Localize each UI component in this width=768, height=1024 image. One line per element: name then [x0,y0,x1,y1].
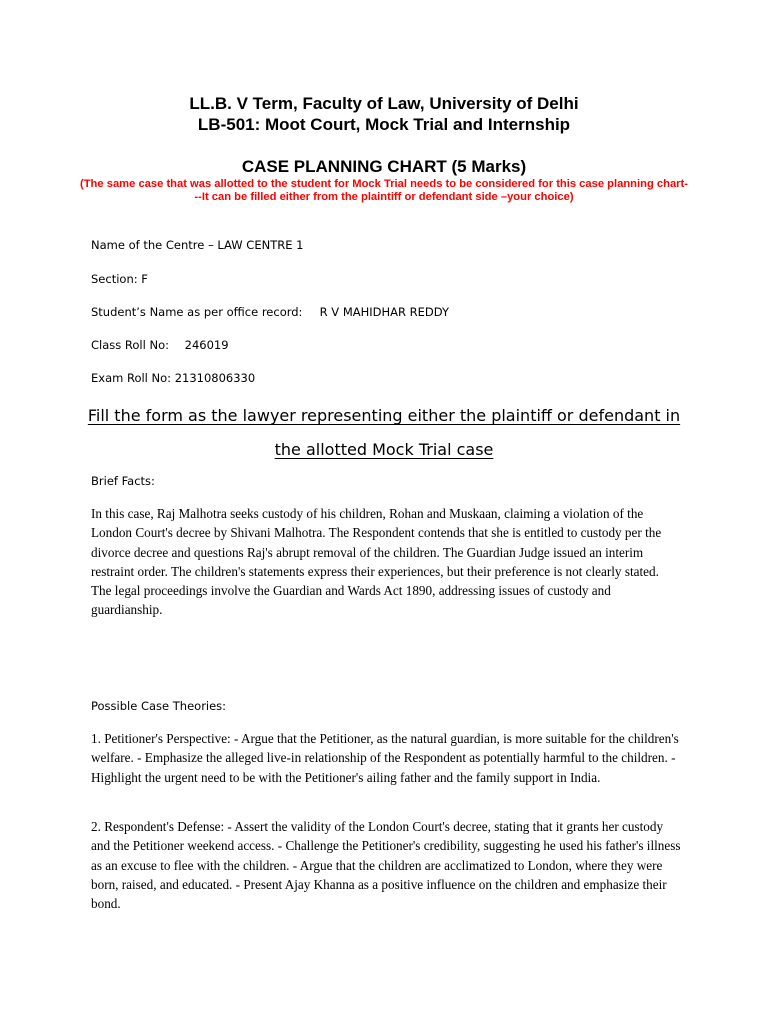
brief-facts-label: Brief Facts: [91,474,155,488]
case-theories-label: Possible Case Theories: [91,699,227,713]
student-name-label: Student’s Name as per office record: [91,305,303,319]
class-roll-value: 246019 [184,338,229,352]
case-theory-item: 2. Respondent's Defense: - Assert the validity of the London Court's decree, stating that it grants her custody and the Petitioner weekend access. - Challenge the Petitioner's credibility, suggesting he used his father's illness as an excuse to flee with the children. - Argue that the children are acclimatized to London, where they were born, raised, and educated. - Present Ajay Khanna as a positive influence on the children and emphasize their bond. [91,819,681,912]
exam-roll-label: Exam Roll No: 21310806330 [91,371,256,385]
section-field [91,272,148,286]
class-roll-label: Class Roll No: [91,338,169,352]
exam-roll-field [91,371,255,385]
centre-field [91,238,303,252]
student-name-value: R V MAHIDHAR REDDY [319,305,450,319]
section-label: Section: F [91,272,148,286]
course-code-heading: LB-501: Moot Court, Mock Trial and Internship [197,115,571,134]
form-instruction-heading: Fill the form as the lawyer representing either the plaintiff or defendant in the allotted Mock Trial case [87,406,681,459]
instruction-note: (The same case that was allotted to the student for Mock Trial needs to be considered for this case planning chart---It can be filled either from the plaintiff or defendant side –your choice) [80,178,688,203]
brief-facts-text: In this case, Raj Malhotra seeks custody of his children, Rohan and Muskaan, claiming a violation of the London Court's decree by Shivani Malhotra. The Respondent contends that she is entitled to custody per the divorce decree and questions Raj's abrupt removal of the children. The Guardian Judge issued an interim restraint order. The children's statements express their experiences, but their preference is not clearly stated. The legal proceedings involve the Guardian and Wards Act 1890, addressing issues of custody and guardianship. [91,506,662,618]
case-theory-item: 1. Petitioner's Perspective: - Argue that the Petitioner, as the natural guardian, is more suitable for the children's welfare. - Emphasize the alleged live-in relationship of the Respondent as potentially harmful to the children. - Highlight the urgent need to be with the Petitioner's ailing father and the family support in India. [91,731,679,785]
chart-title: CASE PLANNING CHART (5 Marks) [241,157,527,176]
course-heading: LL.B. V Term, Faculty of Law, University of Delhi [189,94,579,113]
centre-label: Name of the Centre – LAW CENTRE 1 [91,238,304,252]
student-name-field [91,305,449,319]
class-roll-field [91,338,229,352]
